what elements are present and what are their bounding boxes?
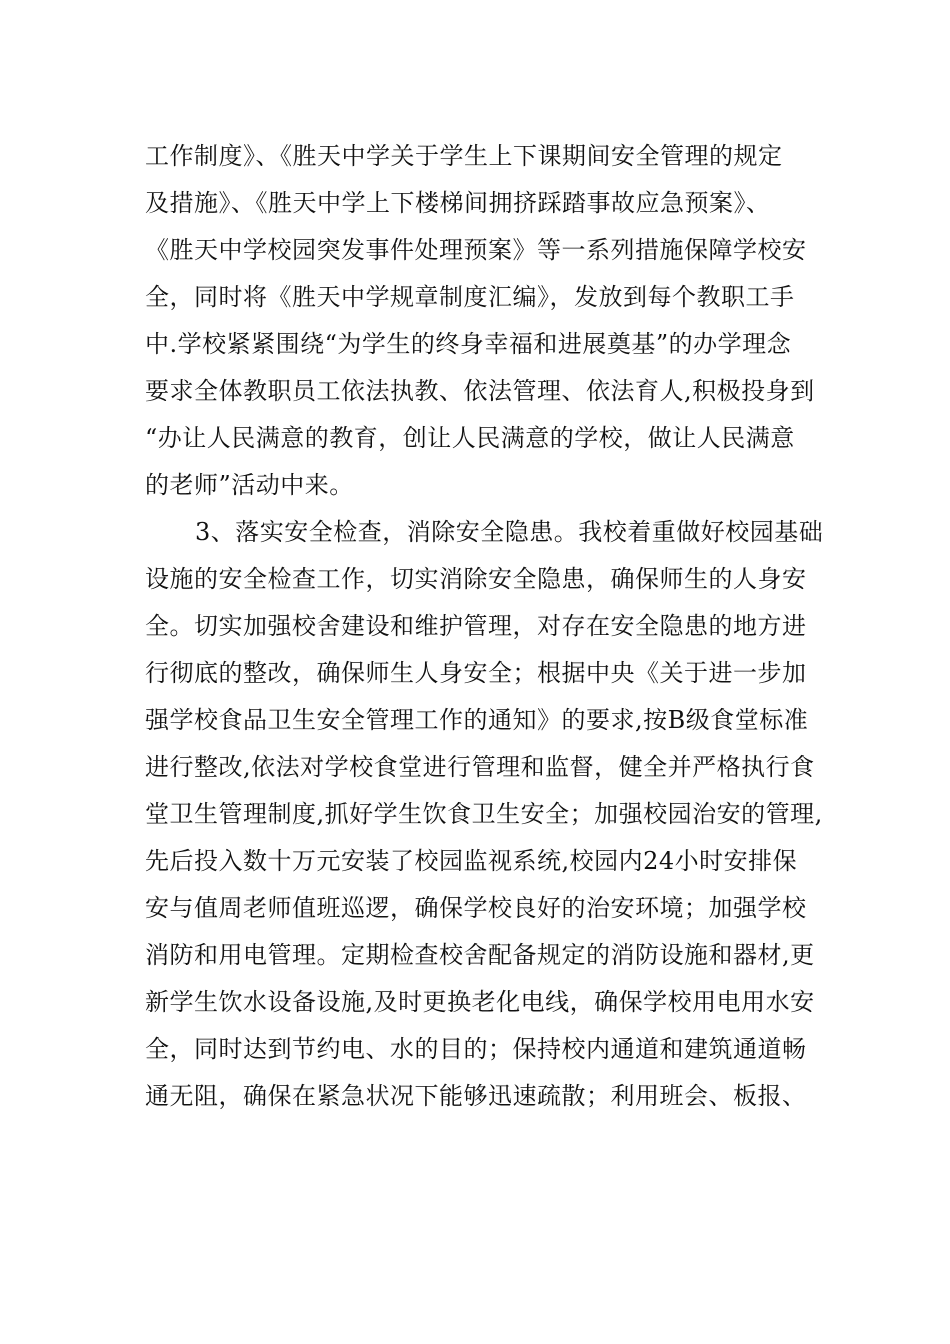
text-line: 通无阻，确保在紧急状况下能够迅速疏散；利用班会、板报、 xyxy=(145,1082,807,1110)
text-line: “办让人民满意的教育，创让人民满意的学校，做让人民满意 xyxy=(145,424,795,452)
text-line: 消防和用电管理。定期检查校舍配备规定的消防设施和器材,更 xyxy=(145,941,815,969)
text-line: 中.学校紧紧围绕“为学生的终身幸福和进展奠基”的办学理念 xyxy=(145,330,792,358)
paragraph-start-line: 3、落实安全检查，消除安全隐患。我校着重做好校园基础 xyxy=(195,518,824,546)
text-line: 进行整改,依法对学校食堂进行管理和监督，健全并严格执行食 xyxy=(145,753,815,781)
text-line: 的老师”活动中来。 xyxy=(145,471,354,499)
text-line: 先后投入数十万元安装了校园监视系统,校园内24小时安排保 xyxy=(145,847,798,875)
text-line: 全，同时将《胜天中学规章制度汇编》，发放到每个教职工手 xyxy=(145,283,795,311)
text-line: 强学校食品卫生安全管理工作的通知》的要求,按B级食堂标准 xyxy=(145,706,809,734)
text-line: 全。切实加强校舍建设和维护管理，对存在安全隐患的地方进 xyxy=(145,612,807,640)
text-line: 及措施》、《胜天中学上下楼梯间拥挤踩踏事故应急预案》、 xyxy=(145,189,771,217)
text-line: 安与值周老师值班巡逻，确保学校良好的治安环境；加强学校 xyxy=(145,894,807,922)
text-line: 行彻底的整改，确保师生人身安全；根据中央《关于进一步加 xyxy=(145,659,807,687)
text-line: 堂卫生管理制度,抓好学生饮食卫生安全；加强校园治安的管理, xyxy=(145,800,823,828)
text-line: 《胜天中学校园突发事件处理预案》等一系列措施保障学校安 xyxy=(145,236,807,264)
text-line: 设施的安全检查工作，切实消除安全隐患，确保师生的人身安 xyxy=(145,565,807,593)
text-line: 新学生饮水设备设施,及时更换老化电线，确保学校用电用水安 xyxy=(145,988,815,1016)
text-line: 要求全体教职员工依法执教、依法管理、依法育人,积极投身到 xyxy=(145,377,815,405)
body-text xyxy=(145,133,824,1120)
text-line: 工作制度》、《胜天中学关于学生上下课期间安全管理的规定 xyxy=(145,142,783,170)
text-line: 全，同时达到节约电、水的目的；保持校内通道和建筑通道畅 xyxy=(145,1035,807,1063)
